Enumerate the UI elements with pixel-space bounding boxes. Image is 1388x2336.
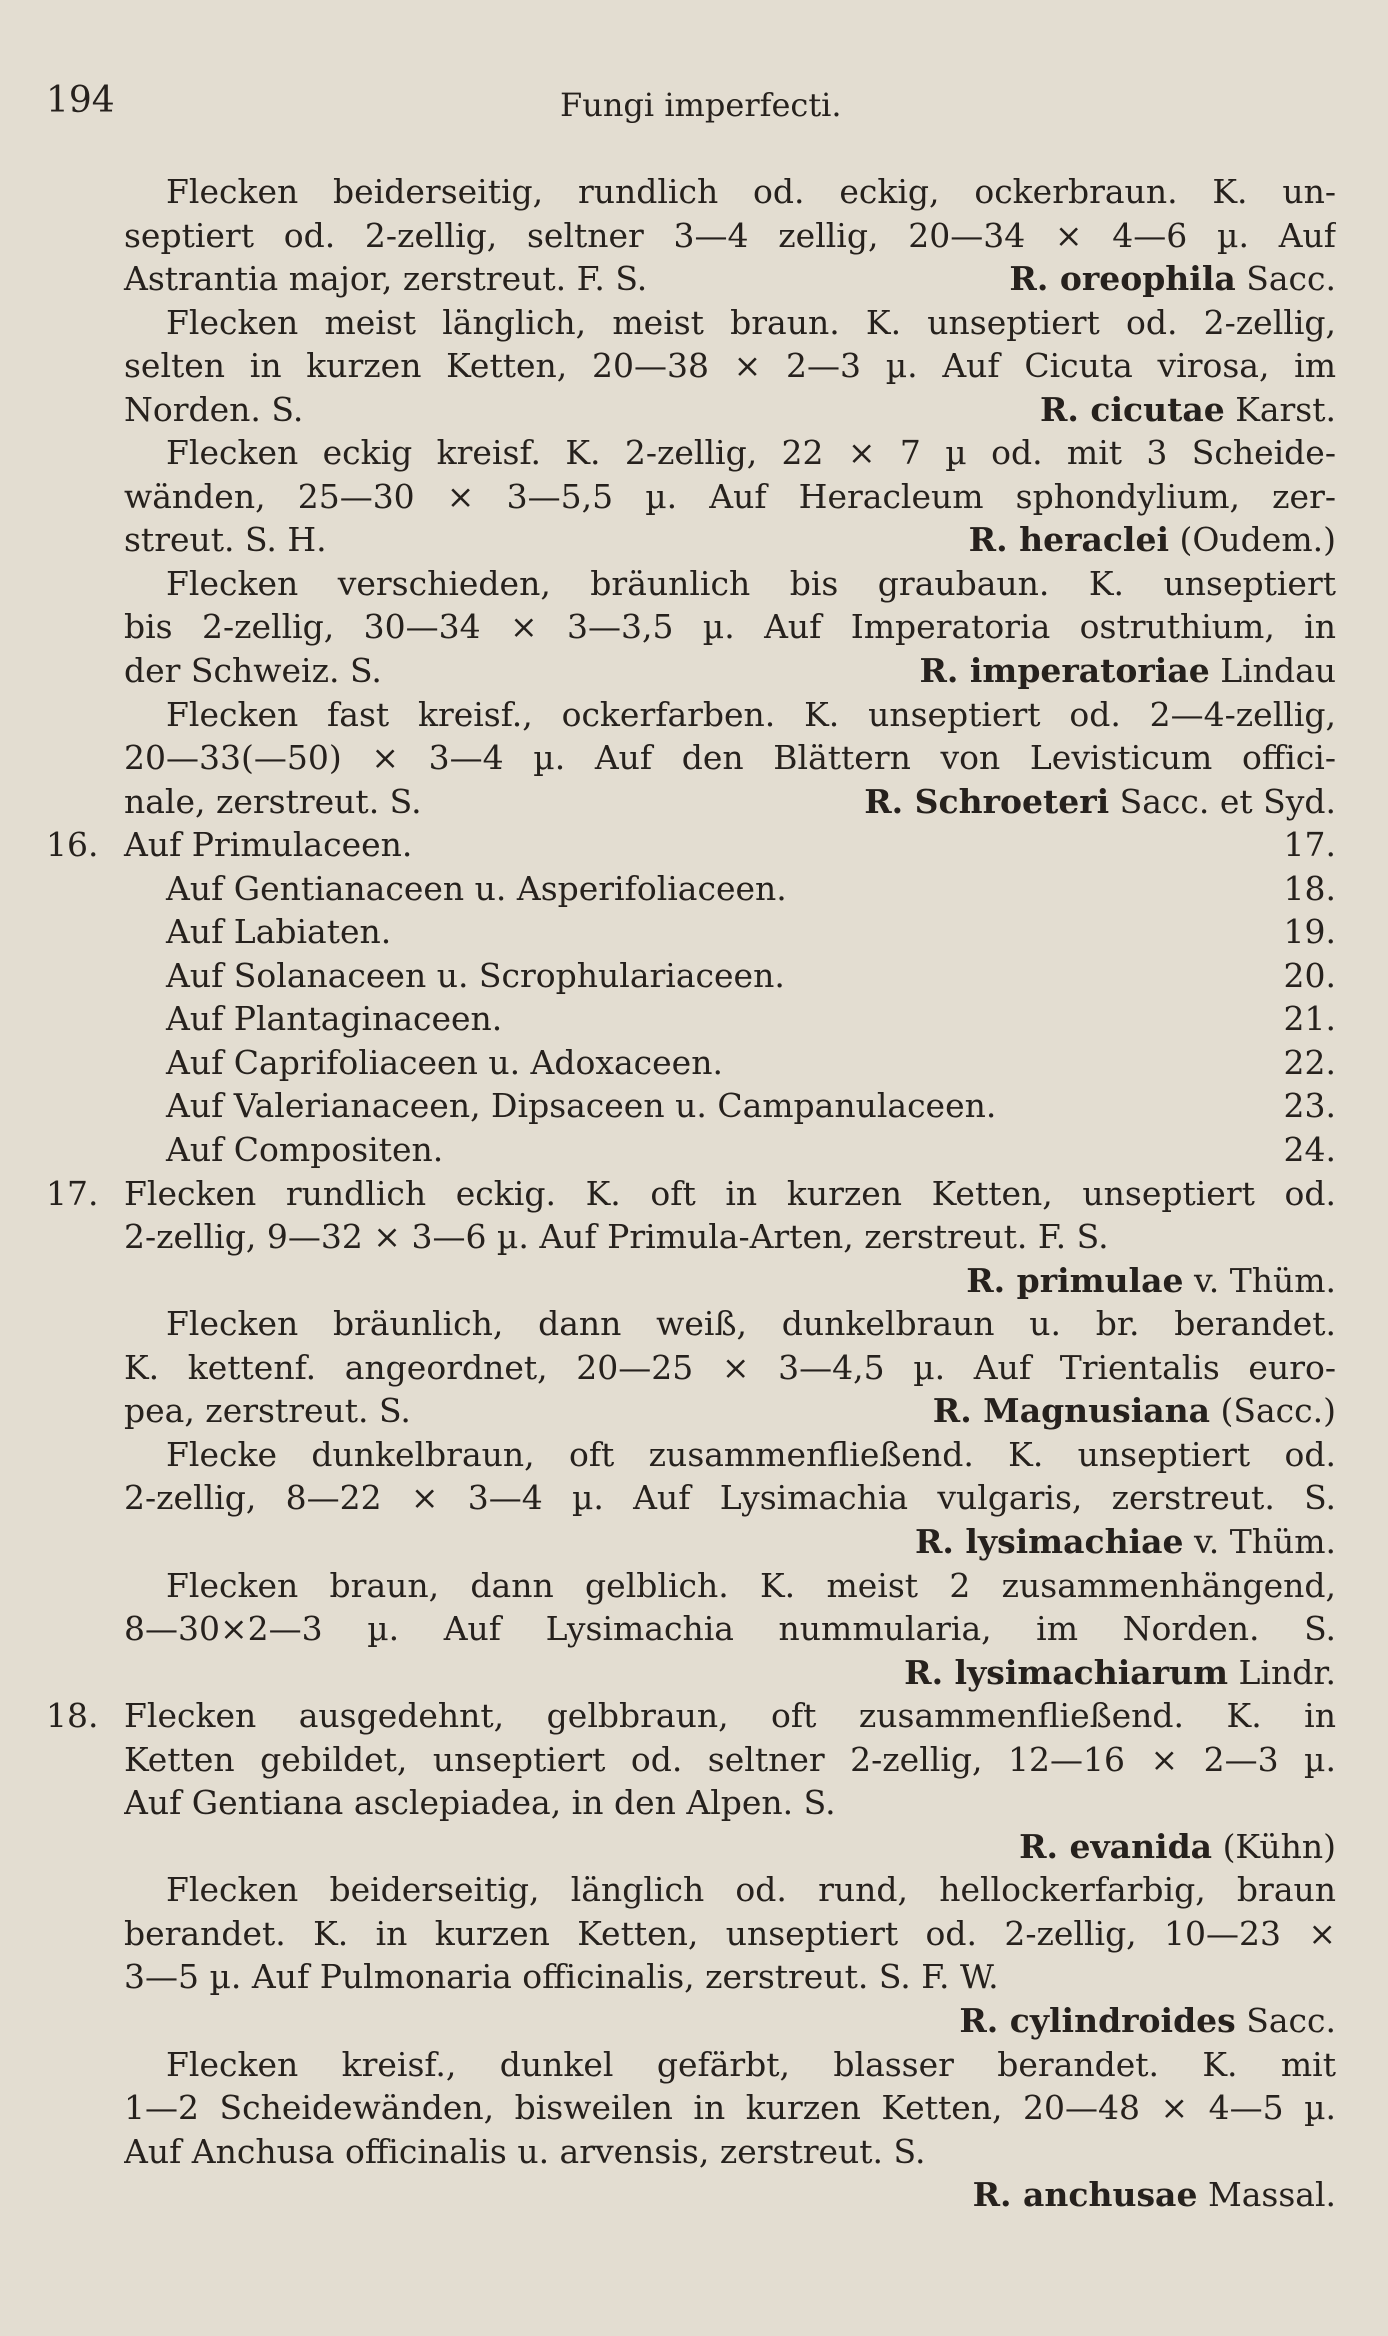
- body-text: Norden. S.: [124, 389, 304, 429]
- text-line: [0, 1302, 1388, 1346]
- species-name: [0, 1520, 1336, 1564]
- species-genus: R. evanida: [1019, 1826, 1213, 1866]
- species-name: [0, 649, 1336, 693]
- species-author: Lindr.: [1238, 1652, 1336, 1692]
- key-choice: Auf Labiaten.: [166, 912, 392, 952]
- key-number: 17.: [46, 1173, 99, 1213]
- species-author: Sacc. et Syd.: [1119, 781, 1336, 821]
- body-text: selten in kurzen Ketten, 20—38 × 2—3 µ. Auf Cicuta virosa, im: [124, 346, 1336, 386]
- species-genus: R. imperatoriae: [919, 651, 1210, 691]
- running-title: Fungi imperfecti.: [560, 86, 842, 124]
- species-genus: R. heraclei: [968, 520, 1169, 560]
- page-header: [0, 80, 1388, 140]
- text-line: [0, 1084, 1388, 1128]
- body-text: Auf Gentiana asclepiadea, in den Alpen. S.: [124, 1783, 836, 1823]
- species-author: (Sacc.): [1220, 1391, 1336, 1431]
- text-line: [0, 1128, 1388, 1172]
- text-line: [0, 1825, 1388, 1869]
- text-line: [0, 2086, 1388, 2130]
- body-text: nale, zerstreut. S.: [124, 781, 422, 821]
- key-choice: Auf Plantaginaceen.: [166, 999, 503, 1039]
- text-line: [0, 954, 1388, 998]
- text-line: [0, 1999, 1388, 2043]
- species-name: [0, 1651, 1336, 1695]
- text-line: [0, 214, 1388, 258]
- species-author: Lindau: [1220, 651, 1336, 691]
- species-author: Karst.: [1235, 389, 1336, 429]
- species-name: [0, 1825, 1336, 1869]
- text-line: [0, 1041, 1388, 1085]
- text-line: [0, 1912, 1388, 1956]
- text-line: [0, 1172, 1388, 1216]
- body-text: Flecken braun, dann gelblich. K. meist 2 zusammenhängend,: [166, 1565, 1336, 1605]
- text-line: [0, 257, 1388, 301]
- species-genus: R. lysimachiae: [914, 1521, 1184, 1561]
- body-text: berandet. K. in kurzen Ketten, unseptiert od. 2-zellig, 10—23 ×: [124, 1913, 1336, 1953]
- text-line: [0, 431, 1388, 475]
- text-line: [0, 1259, 1388, 1303]
- key-reference: 22.: [1283, 1042, 1336, 1082]
- body-text: der Schweiz. S.: [124, 651, 382, 691]
- text-line: [0, 1651, 1388, 1695]
- body-text: 3—5 µ. Auf Pulmonaria officinalis, zerstreut. S. F. W.: [124, 1957, 999, 1997]
- species-genus: R. Schroeteri: [864, 781, 1110, 821]
- text-line: [0, 1476, 1388, 1520]
- species-name: [0, 1259, 1336, 1303]
- species-author: Sacc.: [1246, 259, 1336, 299]
- text-line: [0, 693, 1388, 737]
- text-line: [0, 301, 1388, 345]
- body-text: 2-zellig, 9—32 × 3—6 µ. Auf Primula-Arten, zerstreut. F. S.: [124, 1217, 1109, 1257]
- key-reference: 17.: [1283, 825, 1336, 865]
- species-genus: R. Magnusiana: [932, 1391, 1211, 1431]
- key-reference: 20.: [1283, 955, 1336, 995]
- species-name: [0, 1999, 1336, 2043]
- body-text: bis 2-zellig, 30—34 × 3—3,5 µ. Auf Imperatoria ostruthium, in: [124, 607, 1336, 647]
- species-genus: R. lysimachiarum: [904, 1652, 1228, 1692]
- text-line: [0, 867, 1388, 911]
- species-name: [0, 780, 1336, 824]
- species-name: [0, 388, 1336, 432]
- body-text: Flecken beiderseitig, länglich od. rund, hellockerfarbig, braun: [166, 1870, 1336, 1910]
- body-text: 8—30×2—3 µ. Auf Lysimachia nummularia, im Norden. S.: [124, 1609, 1336, 1649]
- text-line: [0, 1389, 1388, 1433]
- text-line: [0, 1694, 1388, 1738]
- body-text: Flecken bräunlich, dann weiß, dunkelbraun u. br. berandet.: [166, 1304, 1336, 1344]
- body-text: 1—2 Scheidewänden, bisweilen in kurzen Ketten, 20—48 × 4—5 µ.: [124, 2088, 1336, 2128]
- text-line: [0, 1564, 1388, 1608]
- text-line: [0, 2043, 1388, 2087]
- text-line: [0, 1215, 1388, 1259]
- text-line: [0, 1868, 1388, 1912]
- species-genus: R. primulae: [966, 1260, 1184, 1300]
- text-line: [0, 1433, 1388, 1477]
- body-text: 20—33(—50) × 3—4 µ. Auf den Blättern von Levisticum offici-: [124, 738, 1336, 778]
- text-line: [0, 475, 1388, 519]
- key-choice: Auf Gentianaceen u. Asperifoliaceen.: [166, 868, 787, 908]
- species-genus: R. anchusae: [972, 2175, 1198, 2215]
- body-text: Ketten gebildet, unseptiert od. seltner 2-zellig, 12—16 × 2—3 µ.: [124, 1739, 1336, 1779]
- body-text: Flecken beiderseitig, rundlich od. eckig, ockerbraun. K. un-: [166, 172, 1336, 211]
- body-text: Flecke dunkelbraun, oft zusammenfließend. K. unseptiert od.: [166, 1434, 1336, 1474]
- text-line: [0, 823, 1388, 867]
- species-author: Sacc.: [1246, 2000, 1336, 2040]
- key-reference: 23.: [1283, 1086, 1336, 1126]
- body-text: Auf Anchusa officinalis u. arvensis, zerstreut. S.: [124, 2131, 926, 2171]
- species-author: Massal.: [1207, 2175, 1336, 2215]
- text-line: [0, 1346, 1388, 1390]
- body-text: septiert od. 2-zellig, seltner 3—4 zellig, 20—34 × 4—6 µ. Auf: [124, 215, 1336, 255]
- species-name: [0, 1389, 1336, 1433]
- text-line: [0, 997, 1388, 1041]
- body-text: Flecken eckig kreisf. K. 2-zellig, 22 × 7 µ od. mit 3 Scheide-: [166, 433, 1336, 473]
- text-line: [0, 2173, 1388, 2217]
- body-text: Astrantia major, zerstreut. F. S.: [124, 259, 648, 299]
- text-line: [0, 780, 1388, 824]
- key-choice: Auf Solanaceen u. Scrophulariaceen.: [166, 955, 785, 995]
- species-genus: R. cicutae: [1039, 389, 1225, 429]
- species-author: v. Thüm.: [1193, 1521, 1336, 1561]
- body-text: Flecken fast kreisf., ockerfarben. K. unseptiert od. 2—4-zellig,: [166, 694, 1336, 734]
- text-line: [0, 1781, 1388, 1825]
- key-choice: Auf Compositen.: [166, 1130, 444, 1170]
- text-line: [0, 344, 1388, 388]
- body-text: streut. S. H.: [124, 520, 327, 560]
- body-text: 2-zellig, 8—22 × 3—4 µ. Auf Lysimachia vulgaris, zerstreut. S.: [124, 1478, 1336, 1518]
- body-text: wänden, 25—30 × 3—5,5 µ. Auf Heracleum sphondylium, zer-: [124, 476, 1336, 516]
- text-line: [0, 2130, 1388, 2174]
- body-text: Flecken verschieden, bräunlich bis graubaun. K. unseptiert: [166, 563, 1336, 603]
- key-number: 16.: [46, 825, 99, 865]
- species-author: (Oudem.): [1179, 520, 1336, 560]
- body-text: pea, zerstreut. S.: [124, 1391, 411, 1431]
- key-text-body: [0, 170, 1388, 2217]
- text-line: [0, 1738, 1388, 1782]
- species-genus: R. cylindroides: [959, 2000, 1236, 2040]
- key-reference: 21.: [1283, 999, 1336, 1039]
- key-choice: Auf Valerianaceen, Dipsaceen u. Campanulaceen.: [166, 1086, 997, 1126]
- species-author: v. Thüm.: [1193, 1260, 1336, 1300]
- body-text: Flecken ausgedehnt, gelbbraun, oft zusammenfließend. K. in: [124, 1696, 1336, 1736]
- species-name: [0, 2173, 1336, 2217]
- text-line: [0, 1607, 1388, 1651]
- body-text: Flecken meist länglich, meist braun. K. unseptiert od. 2-zellig,: [166, 302, 1336, 342]
- text-line: [0, 649, 1388, 693]
- page-number: 194: [46, 80, 115, 121]
- key-reference: 24.: [1283, 1130, 1336, 1170]
- body-text: Flecken rundlich eckig. K. oft in kurzen Ketten, unseptiert od.: [124, 1173, 1336, 1213]
- text-line: [0, 562, 1388, 606]
- text-line: [0, 388, 1388, 432]
- key-choice: Auf Primulaceen.: [124, 825, 413, 865]
- text-line: [0, 736, 1388, 780]
- key-reference: 19.: [1283, 912, 1336, 952]
- text-line: [0, 605, 1388, 649]
- key-number: 18.: [46, 1696, 99, 1736]
- text-line: [0, 1520, 1388, 1564]
- text-line: [0, 518, 1388, 562]
- body-text: K. kettenf. angeordnet, 20—25 × 3—4,5 µ. Auf Trientalis euro-: [124, 1347, 1336, 1387]
- species-name: [0, 257, 1336, 301]
- key-reference: 18.: [1283, 868, 1336, 908]
- species-genus: R. oreophila: [1009, 259, 1236, 299]
- text-line: [0, 1955, 1388, 1999]
- species-author: (Kühn): [1222, 1826, 1336, 1866]
- key-choice: Auf Caprifoliaceen u. Adoxaceen.: [166, 1042, 723, 1082]
- text-line: [0, 910, 1388, 954]
- species-name: [0, 518, 1336, 562]
- body-text: Flecken kreisf., dunkel gefärbt, blasser berandet. K. mit: [166, 2044, 1336, 2084]
- text-line: [0, 170, 1388, 214]
